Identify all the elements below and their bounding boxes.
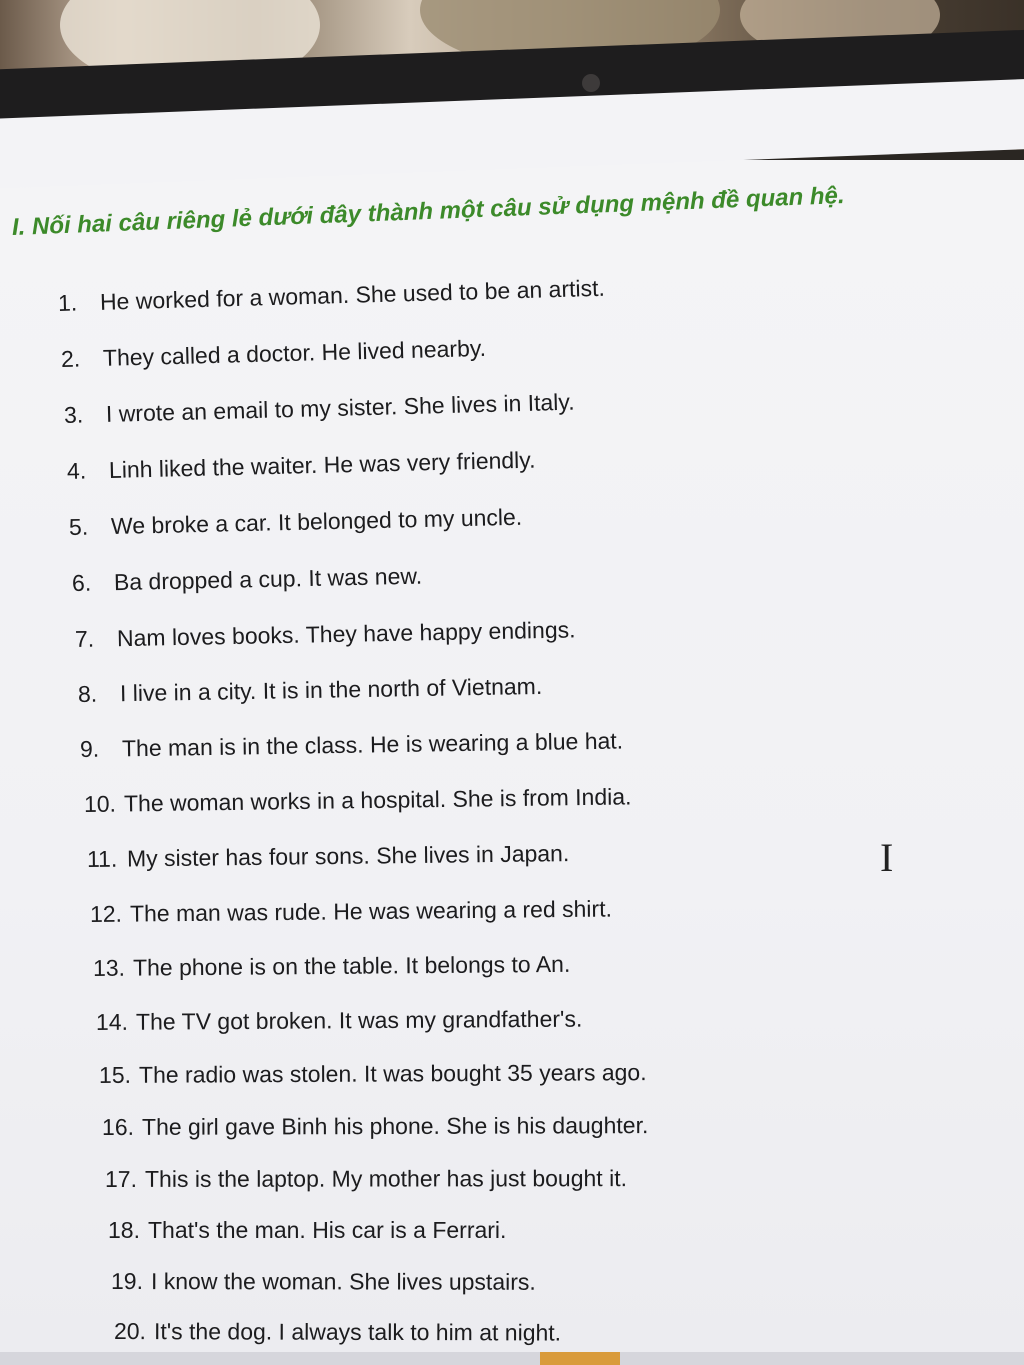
list-item <box>78 673 543 708</box>
list-item <box>114 1318 561 1347</box>
list-item <box>67 447 536 485</box>
item-number: 19. <box>110 1268 144 1295</box>
item-number: 5. <box>68 513 89 540</box>
item-number: 11. <box>86 845 118 872</box>
list-item <box>96 1006 582 1036</box>
list-item <box>75 616 576 653</box>
item-number: 10. <box>83 790 117 817</box>
item-number: 12. <box>89 900 123 927</box>
item-text: I live in a city. It is in the north of Vietnam. <box>119 672 543 707</box>
item-text: The man was rude. He was wearing a red shirt. <box>129 895 613 927</box>
item-number: 17. <box>104 1165 138 1192</box>
list-item <box>108 1217 506 1244</box>
item-number: 3. <box>63 401 84 428</box>
list-item <box>87 840 570 873</box>
list-item <box>58 275 606 317</box>
item-text: The radio was stolen. It was bought 35 years ago. <box>138 1059 647 1088</box>
list-item <box>64 389 575 429</box>
item-text: Linh liked the waiter. He was very friendly. <box>108 446 536 483</box>
item-number: 1. <box>57 289 78 316</box>
item-text: We broke a car. It belonged to my uncle. <box>110 503 523 540</box>
list-item <box>80 727 623 763</box>
item-number: 6. <box>71 569 92 596</box>
list-item <box>61 335 487 373</box>
text-cursor-icon: I <box>880 835 894 880</box>
item-text: The phone is on the table. It belongs to An. <box>132 950 571 981</box>
item-number: 18. <box>108 1217 140 1243</box>
list-item <box>102 1112 648 1141</box>
taskbar-edge <box>0 1352 1024 1365</box>
item-text: This is the laptop. My mother has just bought it. <box>144 1165 627 1192</box>
item-text: My sister has four sons. She lives in Japan. <box>126 840 570 872</box>
list-item <box>84 783 632 818</box>
item-text: That's the man. His car is a Ferrari. <box>148 1217 507 1243</box>
item-text: Nam loves books. They have happy endings. <box>116 616 576 652</box>
item-number: 2. <box>60 345 81 372</box>
item-text: They called a doctor. He lived nearby. <box>102 334 487 371</box>
exercise-heading: I. Nối hai câu riêng lẻ dưới đây thành một câu sử dụng mệnh đề quan hệ. <box>11 182 846 241</box>
list-item <box>72 563 423 597</box>
taskbar-item[interactable] <box>540 1352 620 1365</box>
item-text: The man is in the class. He is wearing a blue hat. <box>121 727 624 762</box>
item-number: 8. <box>77 680 98 707</box>
list-item <box>93 951 571 982</box>
list-item <box>111 1268 536 1296</box>
item-number: 16. <box>101 1113 135 1140</box>
list-item <box>105 1165 627 1193</box>
item-text: I know the woman. She lives upstairs. <box>150 1268 536 1295</box>
item-number: 14. <box>95 1008 129 1035</box>
item-text: He worked for a woman. She used to be an artist. <box>99 274 606 315</box>
item-number: 15. <box>98 1061 132 1088</box>
item-text: Ba dropped a cup. It was new. <box>113 562 423 596</box>
item-text: The woman works in a hospital. She is from India. <box>123 783 632 817</box>
list-item <box>69 504 523 541</box>
item-text: It's the dog. I always talk to him at night. <box>153 1318 562 1346</box>
item-number: 20. <box>113 1318 147 1345</box>
item-number: 13. <box>92 954 126 981</box>
list-item <box>99 1059 647 1089</box>
item-text: I wrote an email to my sister. She lives in Italy. <box>105 388 575 427</box>
item-number: 4. <box>66 457 87 484</box>
item-number: 7. <box>74 625 95 652</box>
item-text: The girl gave Binh his phone. She is his daughter. <box>141 1112 649 1140</box>
item-text: The TV got broken. It was my grandfather's. <box>135 1005 583 1035</box>
item-number: 9. <box>79 735 100 762</box>
list-item <box>90 896 612 928</box>
